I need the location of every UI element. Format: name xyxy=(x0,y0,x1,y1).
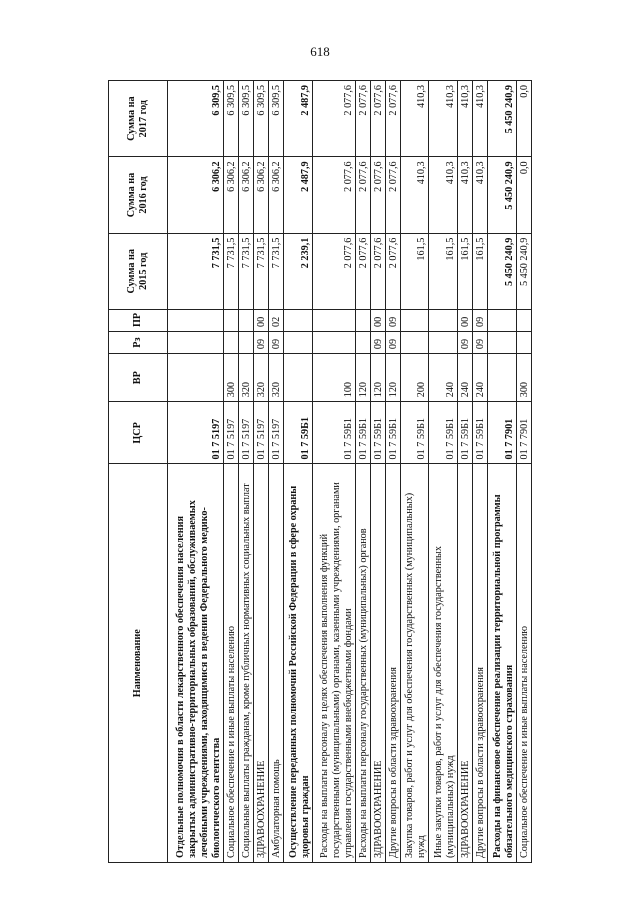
cell-sum-2016: 410,3 xyxy=(473,157,488,233)
cell-sum-2015: 7 731,5 xyxy=(269,233,284,309)
cell-pr: 00 xyxy=(370,309,385,331)
cell-sum-2017: 410,3 xyxy=(429,81,458,157)
cell-vr: 200 xyxy=(400,354,429,402)
cell-rz xyxy=(284,332,313,354)
cell-sum-2017: 2 077,6 xyxy=(313,81,356,157)
cell-csr: 01 7 59Б1 xyxy=(370,402,385,464)
table-row xyxy=(355,81,370,863)
cell-pr xyxy=(355,309,370,331)
cell-sum-2017: 6 309,5 xyxy=(269,81,284,157)
cell-sum-2017: 6 309,5 xyxy=(239,81,254,157)
cell-name: Другие вопросы в области здравоохранения xyxy=(473,464,488,863)
table-header-row xyxy=(109,81,168,863)
cell-rz xyxy=(168,332,224,354)
header-rz: Рз xyxy=(109,332,168,354)
cell-csr: 01 7 59Б1 xyxy=(400,402,429,464)
cell-rz xyxy=(239,332,254,354)
cell-vr: 320 xyxy=(269,354,284,402)
cell-sum-2016: 410,3 xyxy=(458,157,473,233)
header-sum-2016: Сумма на 2016 год xyxy=(109,157,168,233)
cell-sum-2016: 2 077,6 xyxy=(355,157,370,233)
cell-rz xyxy=(516,332,531,354)
cell-pr xyxy=(313,309,356,331)
budget-table xyxy=(108,80,532,863)
cell-sum-2016: 410,3 xyxy=(429,157,458,233)
cell-csr: 01 7 59Б1 xyxy=(313,402,356,464)
cell-vr xyxy=(168,354,224,402)
table-row xyxy=(168,81,224,863)
cell-vr: 120 xyxy=(385,354,400,402)
cell-vr: 320 xyxy=(254,354,269,402)
cell-rz: 09 xyxy=(458,332,473,354)
cell-csr: 01 7 5197 xyxy=(254,402,269,464)
cell-pr xyxy=(224,309,239,331)
cell-sum-2016: 2 487,9 xyxy=(284,157,313,233)
cell-sum-2015: 161,5 xyxy=(429,233,458,309)
cell-rz: 09 xyxy=(473,332,488,354)
cell-name: Расходы на выплаты персоналу государственных (муниципальных) органов xyxy=(355,464,370,863)
cell-sum-2017: 410,3 xyxy=(473,81,488,157)
cell-pr: 09 xyxy=(385,309,400,331)
cell-csr: 01 7 59Б1 xyxy=(284,402,313,464)
cell-name: ЗДРАВООХРАНЕНИЕ xyxy=(370,464,385,863)
cell-csr: 01 7 59Б1 xyxy=(429,402,458,464)
cell-sum-2016: 0,0 xyxy=(516,157,531,233)
cell-vr: 300 xyxy=(516,354,531,402)
cell-name: Иные закупки товаров, работ и услуг для обеспечения государственных (муниципальных) нужд xyxy=(429,464,458,863)
cell-sum-2016: 6 306,2 xyxy=(239,157,254,233)
cell-sum-2016: 6 306,2 xyxy=(254,157,269,233)
table-row xyxy=(284,81,313,863)
cell-sum-2016: 2 077,6 xyxy=(385,157,400,233)
cell-sum-2016: 410,3 xyxy=(400,157,429,233)
table-body xyxy=(168,81,532,863)
cell-rz: 09 xyxy=(269,332,284,354)
header-sum-2015: Сумма на 2015 год xyxy=(109,233,168,309)
cell-csr: 01 7 59Б1 xyxy=(458,402,473,464)
table-row xyxy=(385,81,400,863)
cell-rz xyxy=(224,332,239,354)
table-row xyxy=(429,81,458,863)
cell-name: Другие вопросы в области здравоохранения xyxy=(385,464,400,863)
cell-sum-2017: 0,0 xyxy=(516,81,531,157)
cell-sum-2017: 410,3 xyxy=(458,81,473,157)
cell-name: Отдельные полномочия в области лекарственного обеспечения населения закрытых административно-территориальных образований, обслуживаемых лечебными учреждениями, находящимися в ведении Федерального медико-биологического агентства xyxy=(168,464,224,863)
cell-sum-2016: 2 077,6 xyxy=(313,157,356,233)
cell-name: Социальные выплаты гражданам, кроме публичных нормативных социальных выплат xyxy=(239,464,254,863)
cell-csr: 01 7 5197 xyxy=(239,402,254,464)
cell-sum-2016: 2 077,6 xyxy=(370,157,385,233)
table-row xyxy=(254,81,269,863)
cell-sum-2017: 6 309,5 xyxy=(254,81,269,157)
cell-sum-2015: 2 077,6 xyxy=(313,233,356,309)
cell-sum-2015: 7 731,5 xyxy=(168,233,224,309)
cell-sum-2015: 161,5 xyxy=(458,233,473,309)
rotated-table-container xyxy=(108,80,532,863)
cell-vr: 120 xyxy=(370,354,385,402)
cell-sum-2017: 5 450 240,9 xyxy=(488,81,517,157)
cell-vr xyxy=(284,354,313,402)
header-pr: ПР xyxy=(109,309,168,331)
header-csr: ЦСР xyxy=(109,402,168,464)
table-row xyxy=(224,81,239,863)
table-row xyxy=(239,81,254,863)
cell-sum-2015: 2 239,1 xyxy=(284,233,313,309)
cell-sum-2015: 2 077,6 xyxy=(355,233,370,309)
cell-rz xyxy=(488,332,517,354)
table-row xyxy=(516,81,531,863)
cell-vr: 120 xyxy=(355,354,370,402)
cell-pr xyxy=(516,309,531,331)
cell-vr xyxy=(488,354,517,402)
header-name: Наименование xyxy=(109,464,168,863)
cell-sum-2017: 2 077,6 xyxy=(355,81,370,157)
cell-sum-2016: 6 306,2 xyxy=(168,157,224,233)
cell-sum-2017: 2 487,9 xyxy=(284,81,313,157)
cell-rz: 09 xyxy=(370,332,385,354)
cell-sum-2016: 5 450 240,9 xyxy=(488,157,517,233)
cell-sum-2017: 2 077,6 xyxy=(385,81,400,157)
cell-csr: 01 7 59Б1 xyxy=(355,402,370,464)
header-sum-2017: Сумма на 2017 год xyxy=(109,81,168,157)
cell-sum-2015: 2 077,6 xyxy=(385,233,400,309)
cell-csr: 01 7 5197 xyxy=(224,402,239,464)
cell-rz: 09 xyxy=(385,332,400,354)
cell-sum-2015: 5 450 240,9 xyxy=(488,233,517,309)
cell-sum-2015: 7 731,5 xyxy=(224,233,239,309)
cell-name: Закупка товаров, работ и услуг для обеспечения государственных (муниципальных) нужд xyxy=(400,464,429,863)
cell-sum-2015: 7 731,5 xyxy=(254,233,269,309)
cell-vr: 100 xyxy=(313,354,356,402)
table-row xyxy=(370,81,385,863)
cell-name: Расходы на финансовое обеспечение реализации территориальной программы обязательного медицинского страхования xyxy=(488,464,517,863)
cell-sum-2017: 6 309,5 xyxy=(168,81,224,157)
cell-sum-2015: 161,5 xyxy=(400,233,429,309)
cell-sum-2016: 6 306,2 xyxy=(269,157,284,233)
cell-sum-2017: 410,3 xyxy=(400,81,429,157)
cell-name: Осуществление переданных полномочий Российской Федерации в сфере охраны здоровья граждан xyxy=(284,464,313,863)
table-row xyxy=(400,81,429,863)
cell-pr xyxy=(239,309,254,331)
cell-sum-2015: 7 731,5 xyxy=(239,233,254,309)
cell-csr: 01 7 59Б1 xyxy=(473,402,488,464)
cell-rz xyxy=(400,332,429,354)
cell-sum-2017: 6 309,5 xyxy=(224,81,239,157)
table-row xyxy=(488,81,517,863)
cell-rz xyxy=(355,332,370,354)
cell-vr: 240 xyxy=(429,354,458,402)
cell-pr xyxy=(488,309,517,331)
cell-pr xyxy=(284,309,313,331)
cell-name: Социальное обеспечение и иные выплаты населению xyxy=(224,464,239,863)
cell-pr xyxy=(400,309,429,331)
cell-pr: 00 xyxy=(458,309,473,331)
table-row xyxy=(458,81,473,863)
cell-csr: 01 7 5197 xyxy=(269,402,284,464)
cell-vr: 240 xyxy=(458,354,473,402)
page-number: 618 xyxy=(310,44,330,59)
cell-csr: 01 7 7901 xyxy=(488,402,517,464)
cell-vr: 240 xyxy=(473,354,488,402)
cell-csr: 01 7 5197 xyxy=(168,402,224,464)
cell-vr: 300 xyxy=(224,354,239,402)
cell-pr: 02 xyxy=(269,309,284,331)
cell-csr: 01 7 59Б1 xyxy=(385,402,400,464)
cell-sum-2017: 2 077,6 xyxy=(370,81,385,157)
cell-pr: 00 xyxy=(254,309,269,331)
table-row xyxy=(473,81,488,863)
cell-name: Социальное обеспечение и иные выплаты населению xyxy=(516,464,531,863)
table-row xyxy=(269,81,284,863)
cell-name: ЗДРАВООХРАНЕНИЕ xyxy=(458,464,473,863)
cell-sum-2015: 161,5 xyxy=(473,233,488,309)
cell-name: Расходы на выплаты персоналу в целях обеспечения выполнения функций государственными (муниципальными) органами, казенными учреждениями, органами управления государственными внебюджетными фондами xyxy=(313,464,356,863)
cell-sum-2015: 2 077,6 xyxy=(370,233,385,309)
table-row xyxy=(313,81,356,863)
cell-rz xyxy=(429,332,458,354)
cell-name: ЗДРАВООХРАНЕНИЕ xyxy=(254,464,269,863)
cell-rz xyxy=(313,332,356,354)
header-vr: ВР xyxy=(109,354,168,402)
cell-csr: 01 7 7901 xyxy=(516,402,531,464)
cell-sum-2016: 6 306,2 xyxy=(224,157,239,233)
cell-pr: 09 xyxy=(473,309,488,331)
cell-pr xyxy=(429,309,458,331)
cell-rz: 09 xyxy=(254,332,269,354)
cell-pr xyxy=(168,309,224,331)
cell-vr: 320 xyxy=(239,354,254,402)
cell-name: Амбулаторная помощь xyxy=(269,464,284,863)
cell-sum-2015: 5 450 240,9 xyxy=(516,233,531,309)
